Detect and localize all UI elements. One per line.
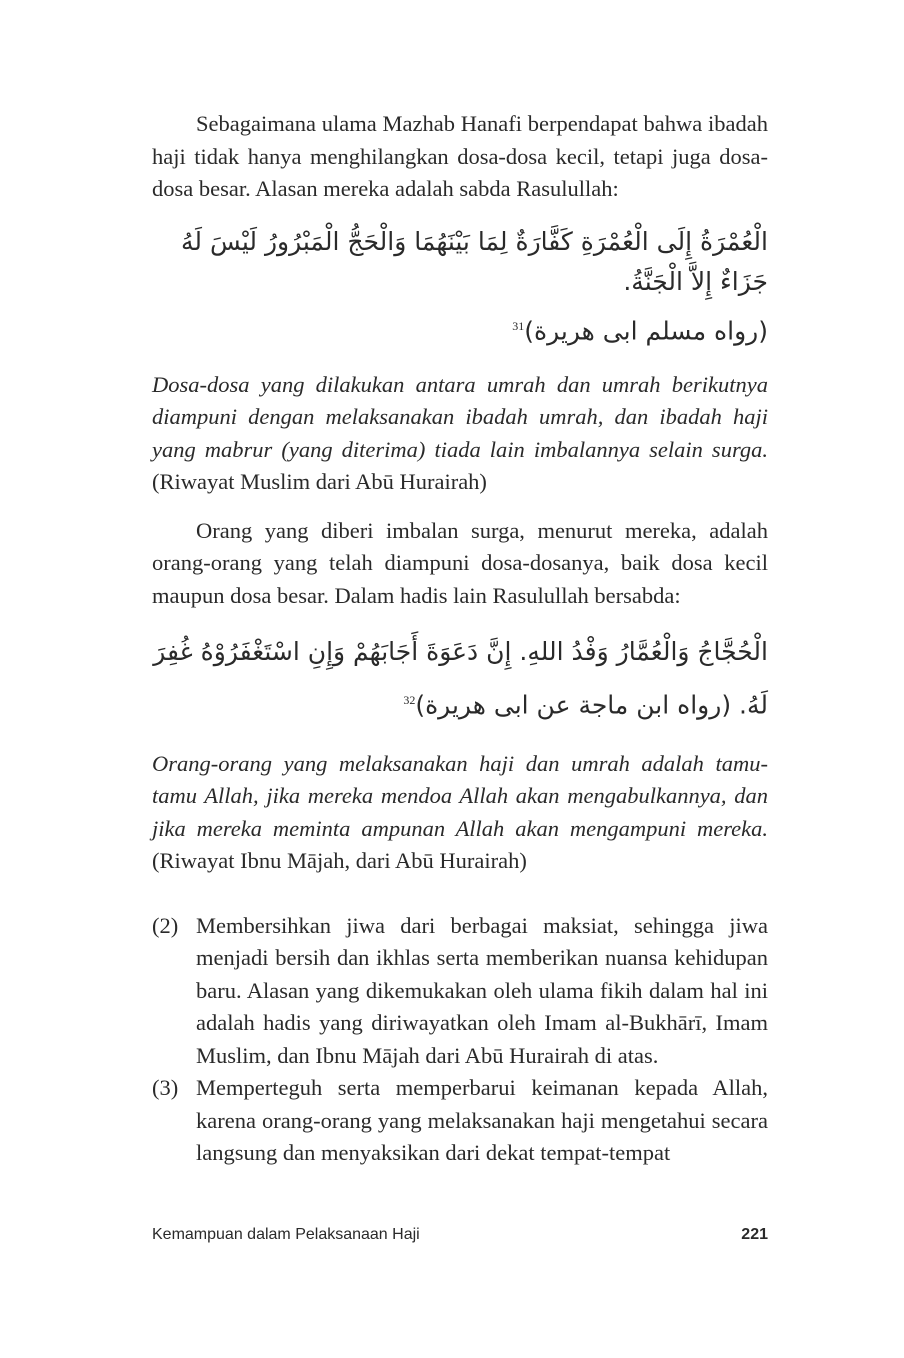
list-item-text: Membersihkan jiwa dari berbagai maksiat, sehingga jiwa menjadi bersih dan ikhlas serta memberikan nuansa kehidupan baru. Alasan yang dikemukakan oleh ulama fikih dalam hal ini adalah hadis yang diriwayatkan oleh Imam al-Bukhārī, Imam Muslim, dan Ibnu Mājah dari Abū Hurairah di atas. <box>196 912 768 1068</box>
hadith-2-translation <box>152 748 768 878</box>
list-item-number: (2) <box>152 912 179 938</box>
hadith-1-translation-text: Dosa-dosa yang dilakukan antara umrah dan umrah berikutnya diampuni dengan melaksanakan ibadah umrah, dan ibadah haji yang mabrur (yang diterima) tiada lain imbalannya selain surga. <box>152 371 768 462</box>
paragraph-2: Orang yang diberi imbalan surga, menurut mereka, adalah orang-orang yang telah diampuni dosa-dosanya, baik dosa kecil maupun dosa besar. Dalam hadis lain Rasulullah bersabda: <box>152 517 768 608</box>
hadith-1-text: الْعُمْرَةُ إِلَى الْعُمْرَةِ كَفَّارَةٌ لِمَا بَيْنَهُمَا وَالْحَجُّ الْمَبْرُورُ لَيْسَ لَهُ جَزَاءٌ إِلاَّ الْجَنَّةُ. <box>181 226 768 296</box>
footnote-32: 32 <box>403 693 416 708</box>
footnote-31: 31 <box>512 318 525 333</box>
numbered-list <box>152 910 768 1170</box>
paragraph-1: Sebagaimana ulama Mazhab Hanafi berpendapat bahwa ibadah haji tidak hanya menghilangkan dosa-dosa kecil, tetapi juga dosa-dosa besar. Alasan mereka adalah sabda Rasulullah: <box>152 111 768 201</box>
page-footer <box>152 1226 768 1244</box>
list-item <box>152 1072 768 1170</box>
hadith-1-translation-ref: (Riwayat Muslim dari Abū Hurairah) <box>152 469 487 495</box>
list-item-number: (3) <box>152 1075 179 1101</box>
page-number: 221 <box>741 1226 768 1243</box>
running-title: Kemampuan dalam Pelaksanaan Haji <box>152 1226 420 1243</box>
hadith-2-text: الْحُجَّاجُ وَالْعُمَّارُ وَفْدُ اللهِ. إِنَّ دَعَوَةَ أَجَابَهُمْ وَإِنِ اسْتَغْفَرُوْهُ غُفِرَ لَهُ. (رواه ابن ماجة عن ابى هريرة) <box>153 637 768 720</box>
hadith-2-translation-ref: (Riwayat Ibnu Mājah, dari Abū Hurairah) <box>152 848 527 874</box>
list-item-text: Memperteguh serta memperbarui keimanan kepada Allah, karena orang-orang yang melaksanakan haji mengetahui secara langsung dan menyaksikan dari dekat tempat-tempat <box>196 1075 768 1166</box>
hadith-1-source: (رواه مسلم ابى هريرة) <box>524 315 768 345</box>
hadith-1-arabic <box>152 222 768 302</box>
hadith-1-source-line <box>152 306 768 351</box>
list-item <box>152 910 768 1073</box>
page-body <box>152 108 768 1170</box>
hadith-2-translation-text: Orang-orang yang melaksanakan haji dan umrah adalah tamu-tamu Allah, jika mereka mendoa Allah akan mengabulkannya, dan jika mereka meminta ampunan Allah akan mengampuni mereka. <box>152 750 768 841</box>
hadith-2-arabic <box>152 628 768 729</box>
hadith-1-translation <box>152 369 768 499</box>
